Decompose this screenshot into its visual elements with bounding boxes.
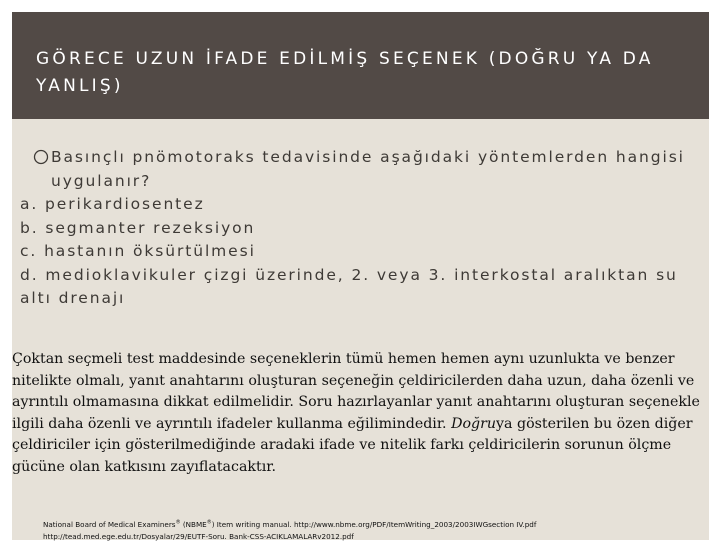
option-a: a. perikardiosentez [20, 195, 205, 213]
slide-title: GÖRECE UZUN İFADE EDİLMİŞ SEÇENEK (DOĞRU YA DA YANLIŞ) [36, 49, 654, 96]
reference-1[interactable] [43, 520, 536, 529]
reference-2[interactable]: http://tead.med.ege.edu.tr/Dosyalar/29/EUTF-Soru. Bank-CSS-ACIKLAMALARv2012.pdf [43, 532, 354, 542]
explanation-paragraph [12, 349, 709, 478]
title-bar [12, 12, 709, 119]
explanation-part-1: Çoktan seçmeli test maddesinde seçeneklerin tümü hemen hemen aynı uzunlukta ve benzer nitelikte olmalı, yanıt anahtarını oluşturan seçeneğin çeldiricilerden daha uzun, daha özenli ve ayrıntılı olmamasına dikkat edilmelidir. Soru hazırlayanlar yanıt anahtarını oluşturan seçenekle ilgili daha özenli ve ayrıntılı ifadeler kullanma eğilimindedir. [12, 351, 700, 432]
option-c: c. hastanın öksürtülmesi [20, 242, 256, 260]
option-d: d. medioklavikuler çizgi üzerinde, 2. veya 3. interkostal aralıktan su altı drenajı [20, 265, 678, 307]
reference-1-link: ) Item writing manual. http://www.nbme.org/PDF/ItemWriting_2003/2003IWGsection IV.pdf [211, 520, 537, 530]
registered-mark: ® [175, 520, 181, 526]
hollow-circle-icon [33, 149, 49, 165]
explanation-part-2: ya gösterilen bu özen diğer çeldiriciler için gösterilmediğinde aradaki ifade ve nitelik farkı çeldiricilerin sorunun ölçme gücüne olan katkısını zayıflatacaktır. [12, 415, 693, 475]
explanation-emphasis: Doğru [451, 415, 496, 432]
option-b: b. segmanter rezeksiyon [20, 218, 256, 237]
question-text: Basınçlı pnömotoraks tedavisinde aşağıdaki yöntemlerden hangisi uygulanır? [51, 148, 685, 190]
reference-1-abbrev: (NBME [180, 520, 207, 530]
references [43, 517, 693, 543]
question [20, 146, 692, 193]
reference-1-source: National Board of Medical Examiners [43, 520, 176, 530]
slide [12, 12, 709, 540]
registered-mark-2: ® [206, 520, 212, 526]
question-block [20, 146, 692, 311]
